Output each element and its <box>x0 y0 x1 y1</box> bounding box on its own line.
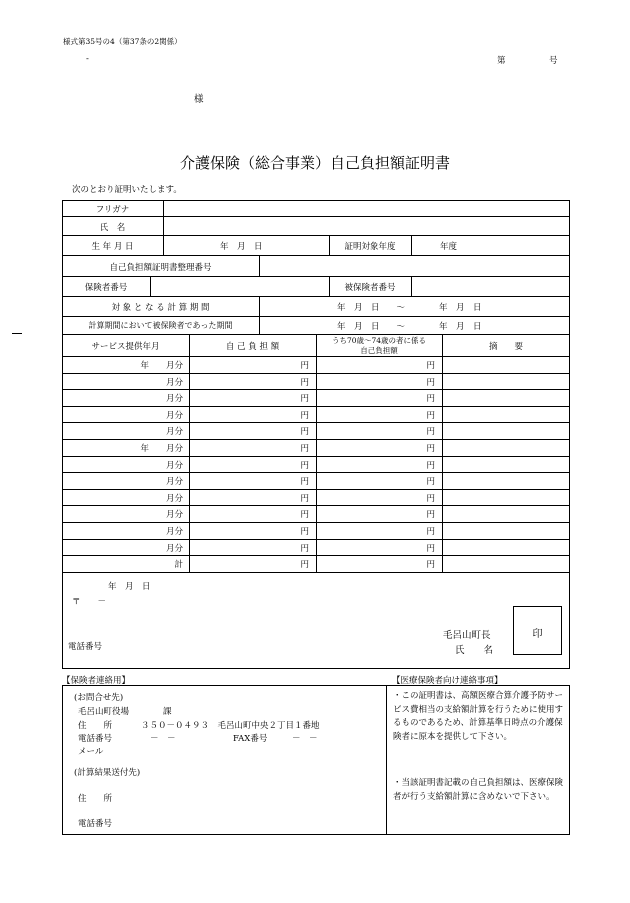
contact-phone-dashes: － － <box>150 734 176 744</box>
page-title: 介護保険（総合事業）自己負担額証明書 <box>179 154 450 172</box>
medical-contact-heading: 【医療保険者向け連絡事項】 <box>392 676 503 686</box>
row-copay-unit: 円 <box>300 444 309 454</box>
col-header-elderly-line1: うち70歳〜74歳の者に係る <box>331 336 427 345</box>
number-dai: 第 <box>497 56 506 66</box>
office-name: 毛呂山町役場 課 <box>78 707 172 717</box>
row-month: 年 月分 <box>140 361 183 371</box>
birthdate-value: 年 月 日 <box>220 242 263 252</box>
col-header-month: サービス提供年月 <box>91 342 160 352</box>
result-destination-label: (計算結果送付先) <box>74 768 141 778</box>
row-copay-unit: 円 <box>300 510 309 521</box>
row-month: 月分 <box>165 377 183 388</box>
row-elderly-copay-unit: 円 <box>426 444 435 454</box>
fax-label: FAX番号 <box>233 734 268 744</box>
row-month: 月分 <box>165 527 183 537</box>
address-label: 住 所 <box>78 721 113 731</box>
row-copay-unit: 円 <box>300 427 309 438</box>
cert-year-value: 年度 <box>440 242 458 252</box>
insurer-contact-heading: 【保険者連絡用】 <box>62 676 131 686</box>
row-elderly-copay-unit: 円 <box>426 361 435 371</box>
birthdate-label: 生 年 月 日 <box>91 242 134 252</box>
row-copay-unit: 円 <box>300 377 309 388</box>
contact-phone-label: 電話番号 <box>78 734 113 744</box>
row-elderly-copay-unit: 円 <box>426 560 435 571</box>
col-header-elderly-line2: 自己負担額 <box>360 346 398 355</box>
destination-phone-label: 電話番号 <box>78 819 113 829</box>
address-value: ３５０－０４９３ 毛呂山町中央２丁目１番地 <box>141 721 320 731</box>
row-copay-unit: 円 <box>300 527 309 537</box>
cert-number-label: 自己負担額証明書整理番号 <box>109 263 212 273</box>
row-elderly-copay-unit: 円 <box>426 527 435 537</box>
col-header-remarks: 摘 要 <box>488 342 523 352</box>
seal-mark: 印 <box>532 629 543 640</box>
form-number: 様式第35号の4（第37条の2関係） <box>63 37 182 46</box>
row-month: 月分 <box>165 427 183 438</box>
issue-date: 年 月 日 <box>108 582 151 592</box>
addressee-sama: 様 <box>194 94 204 105</box>
row-elderly-copay-unit: 円 <box>426 427 435 438</box>
row-month: 計 <box>174 560 183 571</box>
medical-note-1: ・この証明書は、高額医療合算介護予防サービス費相当の支給額計算を行うために使用するものであるため、計算基準日時点の介護保険者に原本を提供して下さい。 <box>393 691 564 742</box>
mayor-name-label: 氏 名 <box>455 645 494 656</box>
row-month: 月分 <box>165 543 183 554</box>
fax-dashes: － － <box>292 734 318 744</box>
cert-year-label: 証明対象年度 <box>344 242 396 252</box>
row-copay-unit: 円 <box>300 410 309 421</box>
row-elderly-copay-unit: 円 <box>426 543 435 554</box>
insured-number-label: 被保険者番号 <box>344 283 396 293</box>
row-copay-unit: 円 <box>300 493 309 504</box>
row-copay-unit: 円 <box>300 361 309 371</box>
row-elderly-copay-unit: 円 <box>426 510 435 521</box>
inquiry-label: (お問合せ先) <box>74 693 124 703</box>
row-copay-unit: 円 <box>300 477 309 488</box>
row-month: 月分 <box>165 510 183 521</box>
row-month: 月分 <box>165 394 183 405</box>
row-copay-unit: 円 <box>300 560 309 571</box>
intro-text: 次のとおり証明いたします。 <box>72 185 182 195</box>
furigana-label: フリガナ <box>95 205 130 215</box>
row-elderly-copay-unit: 円 <box>426 394 435 405</box>
row-month: 月分 <box>165 493 183 504</box>
row-elderly-copay-unit: 円 <box>426 410 435 421</box>
calc-period-value: 年 月 日 〜 年 月 日 <box>337 303 482 313</box>
insurer-number-label: 保険者番号 <box>84 283 128 293</box>
mayor-title: 毛呂山町長 <box>443 630 491 641</box>
insured-period-label: 計算期間において被保険者であった期間 <box>88 321 233 330</box>
margin-mark <box>12 333 22 334</box>
header-dash: - <box>86 54 89 64</box>
col-header-copay: 自 己 負 担 額 <box>225 342 280 352</box>
number-go: 号 <box>549 56 558 66</box>
row-month: 年 月分 <box>140 444 183 454</box>
row-month: 月分 <box>165 460 183 471</box>
row-elderly-copay-unit: 円 <box>426 477 435 488</box>
destination-address-label: 住 所 <box>78 794 113 804</box>
insured-period-value: 年 月 日 〜 年 月 日 <box>337 322 482 332</box>
row-copay-unit: 円 <box>300 460 309 471</box>
postal-code: 〒 － <box>72 597 107 607</box>
row-month: 月分 <box>165 410 183 421</box>
row-elderly-copay-unit: 円 <box>426 377 435 388</box>
row-copay-unit: 円 <box>300 394 309 405</box>
email-label: メール <box>78 747 104 757</box>
row-copay-unit: 円 <box>300 543 309 554</box>
name-label: 氏 名 <box>99 223 126 233</box>
row-elderly-copay-unit: 円 <box>426 460 435 471</box>
row-month: 月分 <box>165 477 183 488</box>
medical-note-2: ・当該証明書記載の自己負担額は、医療保険者が行う支給額計算に含めないで下さい。 <box>393 778 564 802</box>
row-elderly-copay-unit: 円 <box>426 493 435 504</box>
issuer-phone-label: 電話番号 <box>68 642 103 652</box>
calc-period-label: 対 象 と な る 計 算 期 間 <box>111 303 210 313</box>
